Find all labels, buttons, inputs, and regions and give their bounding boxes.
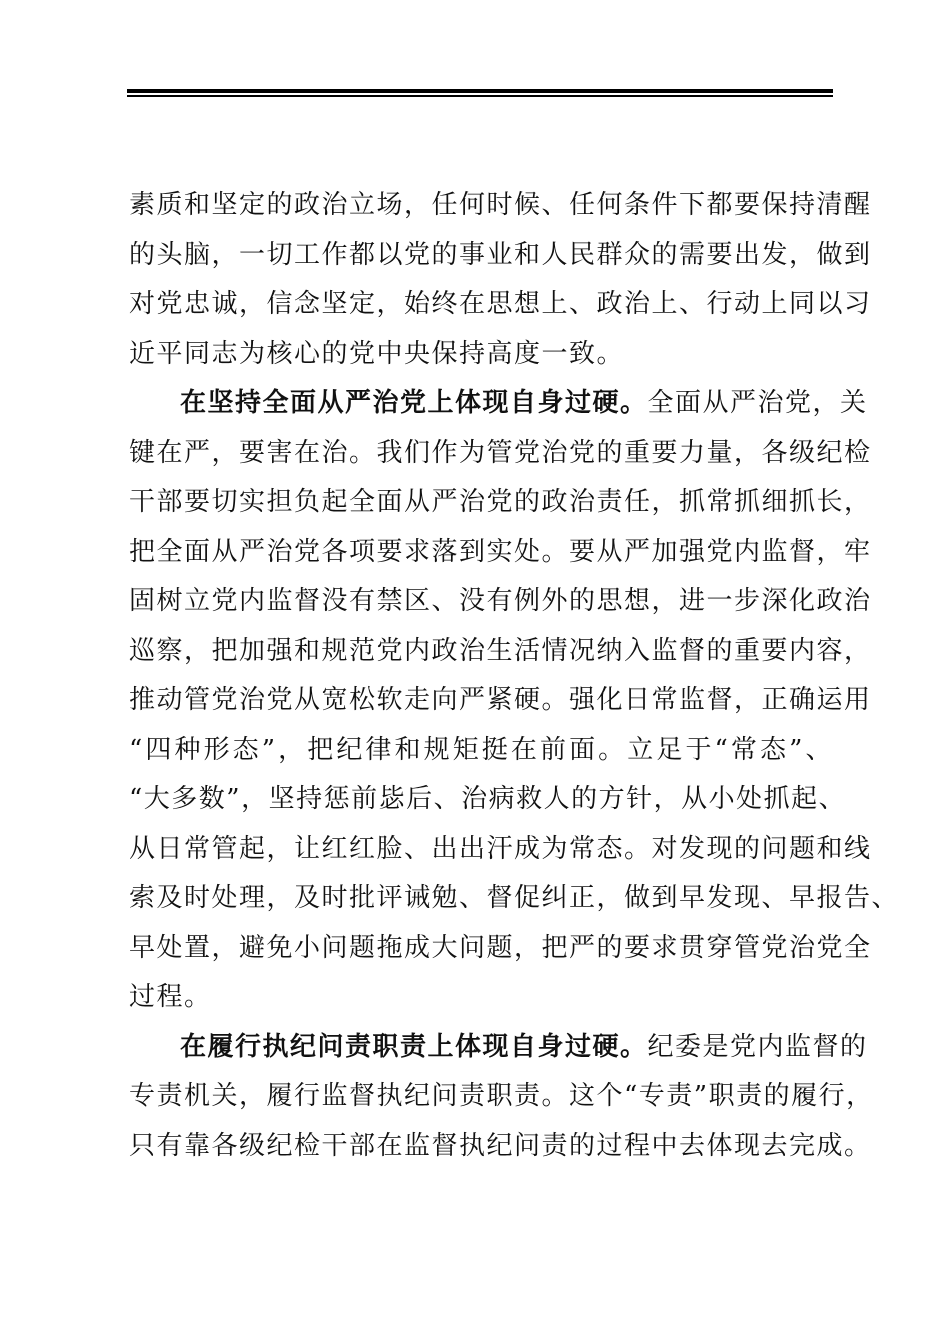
paragraph-2-line-13: 过程。 xyxy=(129,982,212,1012)
paragraph-1-line-2: 的头脑，一切工作都以党的事业和人民群众的需要出发，做到 xyxy=(129,239,872,270)
paragraph-2-line-10: 从日常管起，让红红脸、出出汗成为常态。对发现的问题和线 xyxy=(129,833,872,864)
header-double-rule-bottom xyxy=(127,95,833,97)
paragraph-2-line-9: “大多数”，坚持惩前毖后、治病救人的方针，从小处抓起、 xyxy=(129,784,847,814)
paragraph-2-lead-heading: 在坚持全面从严治党上体现自身过硬。 xyxy=(180,388,648,418)
document-body xyxy=(129,181,900,1171)
paragraph-1-line-4: 近平同志为核心的党中央保持高度一致。 xyxy=(129,338,625,369)
paragraph-2-line-3: 干部要切实担负起全面从严治党的政治责任，抓常抓细抓长， xyxy=(129,487,872,517)
paragraph-3-line-3: 只有靠各级纪检干部在监督执纪问责的过程中去体现去完成。 xyxy=(129,1130,872,1161)
paragraph-2-line-1-text: 全面从严治党，关 xyxy=(647,388,868,418)
paragraph-2-line-2: 键在严，要害在治。我们作为管党治党的重要力量，各级纪检 xyxy=(129,437,872,468)
header-double-rule-top xyxy=(127,89,833,93)
paragraph-3-line-2: 专责机关，履行监督执纪问责职责。这个“专责”职责的履行， xyxy=(129,1081,874,1111)
paragraph-2-line-4: 把全面从严治党各项要求落到实处。要从严加强党内监督，牢 xyxy=(129,536,872,567)
paragraph-2-line-6: 巡察，把加强和规范党内政治生活情况纳入监督的重要内容， xyxy=(129,635,872,666)
paragraph-2-line-11: 索及时处理，及时批评诫勉、督促纠正，做到早发现、早报告、 xyxy=(129,883,900,913)
paragraph-3-lead-heading: 在履行执纪问责职责上体现自身过硬。 xyxy=(180,1031,648,1062)
paragraph-2-line-1 xyxy=(129,379,868,429)
paragraph-3-line-1-text: 纪委是党内监督的 xyxy=(647,1031,868,1062)
paragraph-2-line-5: 固树立党内监督没有禁区、没有例外的思想，进一步深化政治 xyxy=(129,586,872,616)
paragraph-3-line-1 xyxy=(129,1023,868,1073)
paragraph-2-line-12: 早处置，避免小问题拖成大问题，把严的要求贯穿管党治党全 xyxy=(129,932,872,963)
paragraph-2-line-8: “四种形态”，把纪律和规矩挺在前面。立足于“常态”、 xyxy=(129,734,833,765)
paragraph-2-line-7: 推动管党治党从宽松软走向严紧硬。强化日常监督，正确运用 xyxy=(129,685,872,715)
paragraph-1-line-1: 素质和坚定的政治立场，任何时候、任何条件下都要保持清醒 xyxy=(129,190,872,220)
paragraph-1-line-3: 对党忠诚，信念坚定，始终在思想上、政治上、行动上同以习 xyxy=(129,289,872,319)
